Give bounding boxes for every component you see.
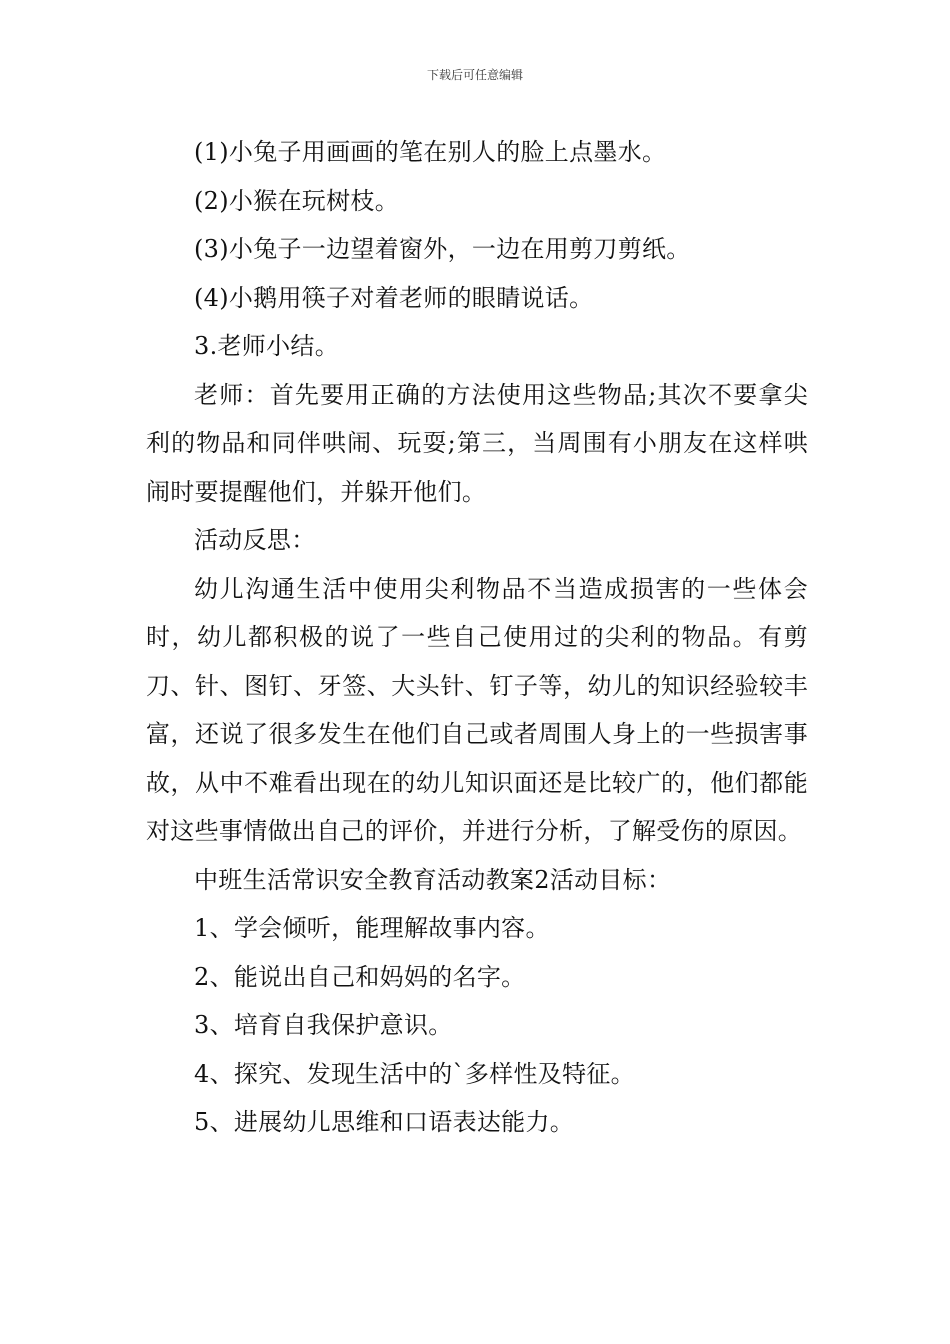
paragraph-reflection: 幼儿沟通生活中使用尖利物品不当造成损害的一些体会时，幼儿都积极的说了一些自己使用过的尖利的物品。有剪刀、针、图钉、牙签、大头针、钉子等，幼儿的知识经验较丰富，还说了很多发生在他们自己或者周围人身上的一些损害事故，从中不难看出现在的幼儿知识面还是比较广的，他们都能对这些事情做出自己的评价，并进行分析，了解受伤的原因。 [146,574,808,845]
paragraph-teacher-summary: 老师：首先要用正确的方法使用这些物品;其次不要拿尖利的物品和同伴哄闹、玩耍;第三，当周围有小朋友在这样哄闹时要提醒他们，并躲开他们。 [146,380,808,506]
paragraph-example-3: (3)小兔子一边望着窗外，一边在用剪刀剪纸。 [194,235,691,263]
paragraph-example-1: (1)小兔子用画画的笔在别人的脸上点墨水。 [194,138,667,166]
paragraph-goal-2: 2、能说出自己和妈妈的名字。 [194,962,526,991]
paragraph-example-2: (2)小猴在玩树枝。 [194,186,399,215]
paragraph-lesson-2-goals-heading: 中班生活常识安全教育活动教案2活动目标： [194,865,672,894]
paragraph-goal-3: 3、培育自我保护意识。 [194,1011,453,1039]
paragraph-goal-5: 5、进展幼儿思维和口语表达能力。 [194,1108,575,1136]
paragraph-reflection-heading: 活动反思： [194,526,316,554]
page-header-note: 下载后可任意编辑 [426,68,523,82]
paragraph-example-4: (4)小鹅用筷子对着老师的眼睛说话。 [194,283,594,312]
paragraph-goal-4: 4、探究、发现生活中的`多样性及特征。 [194,1059,635,1088]
document-body [146,128,808,1147]
paragraph-goal-1: 1、学会倾听，能理解故事内容。 [194,914,550,942]
paragraph-teacher-summary-heading: 3.老师小结。 [194,332,339,360]
